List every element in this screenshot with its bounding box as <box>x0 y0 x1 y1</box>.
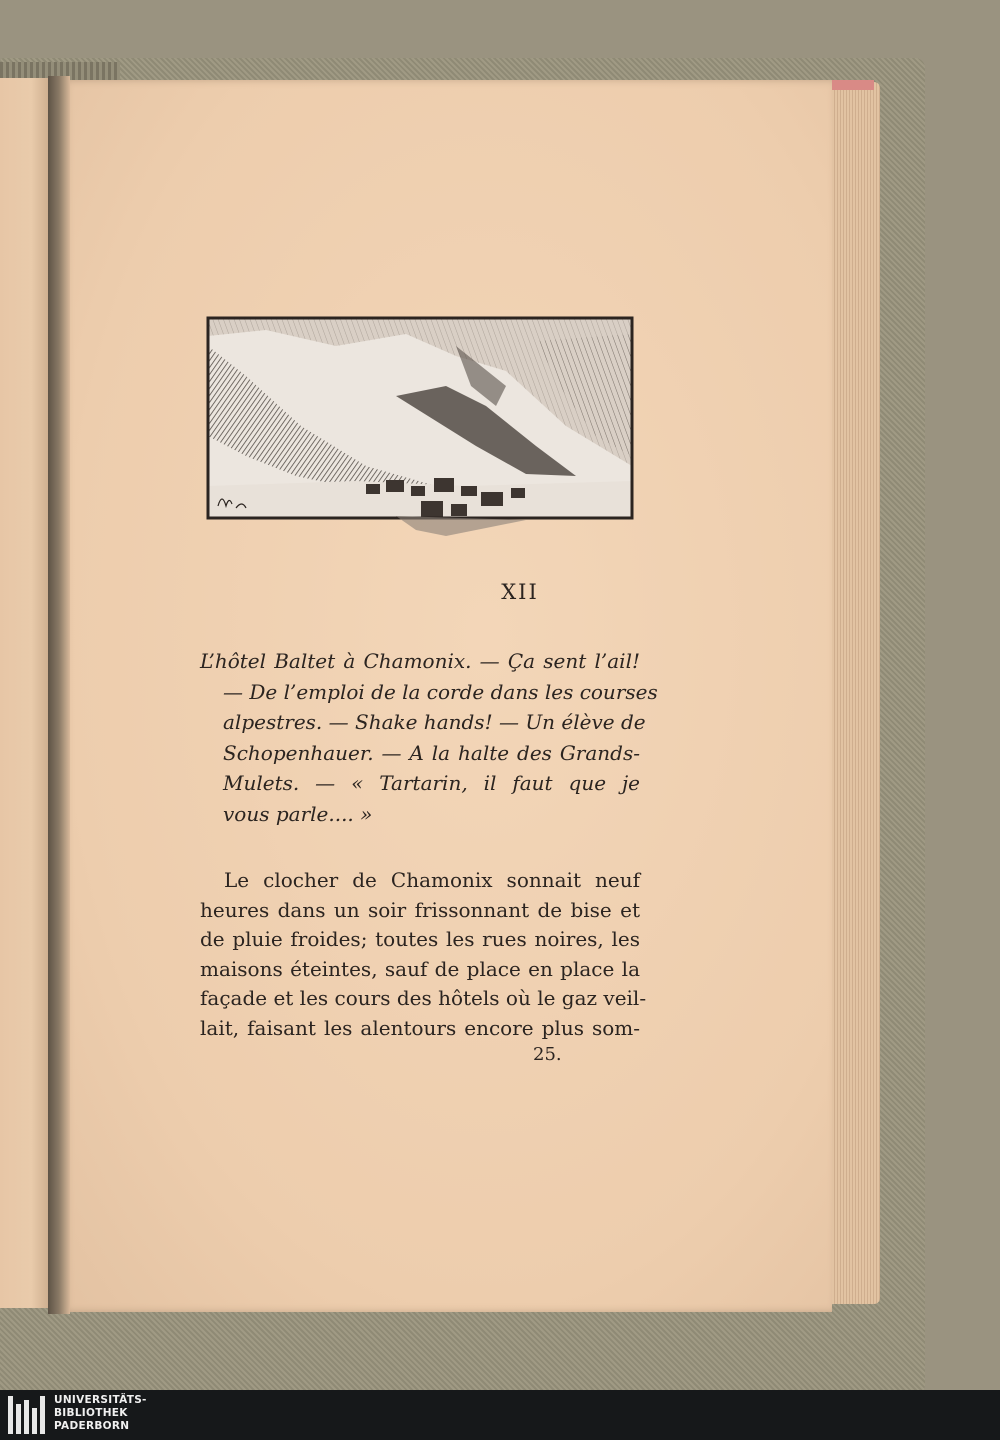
chapter-number: XII <box>501 580 539 604</box>
body-line: maisons éteintes, sauf de place en place la <box>200 956 640 981</box>
library-footer <box>0 1390 1000 1440</box>
summary-line: L’hôtel Baltet à Chamonix. — Ça sent l’ail! <box>200 649 640 673</box>
body-paragraph <box>200 866 647 1043</box>
chapter-summary <box>200 646 658 829</box>
library-logo-icon <box>8 1396 48 1434</box>
body-line: heures dans un soir frissonnant de bise et <box>200 897 640 922</box>
summary-line: alpestres. — Shake hands! — Un élève de <box>223 710 646 734</box>
summary-line: — De l’emploi de la corde dans les courses <box>223 679 658 704</box>
summary-line: vous parle.... » <box>223 801 373 826</box>
body-line: Le clocher de Chamonix sonnait neuf <box>224 868 640 892</box>
mountain-village-vignette <box>206 316 634 540</box>
body-line: façade et les cours des hôtels où le gaz veil- <box>200 986 647 1010</box>
page-number: 25. <box>533 1044 562 1065</box>
library-logo-text: UNIVERSITÄTS- BIBLIOTHEK PADERBORN <box>54 1394 147 1432</box>
summary-line: Mulets. — « Tartarin, il faut que je <box>223 771 640 795</box>
book-gutter <box>48 76 70 1314</box>
left-page-edge <box>0 78 52 1308</box>
summary-line: Schopenhauer. — A la halte des Grands- <box>223 740 640 765</box>
body-line: de pluie froides; toutes les rues noires, les <box>200 927 640 951</box>
body-line: lait, faisant les alentours encore plus som- <box>200 1015 640 1040</box>
